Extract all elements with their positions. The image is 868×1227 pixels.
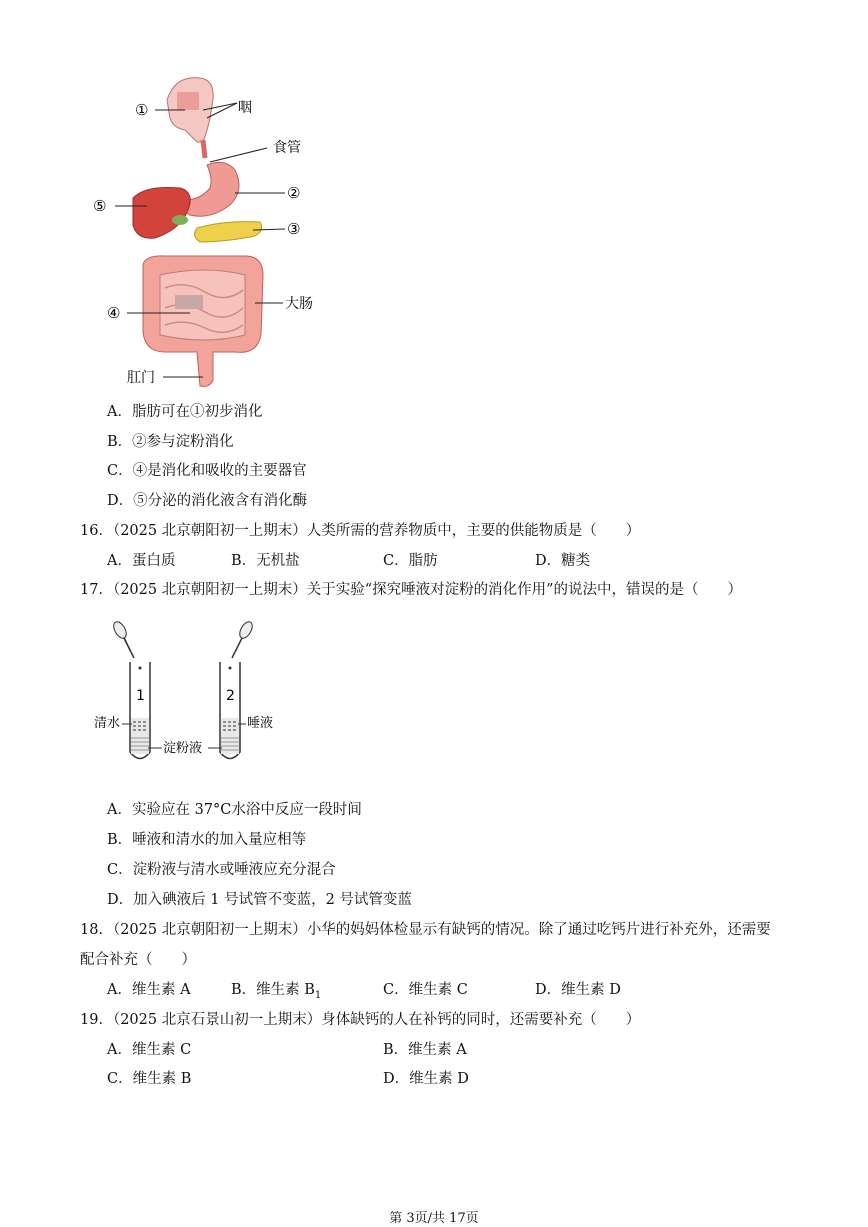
label-2: ②	[287, 184, 301, 202]
tube-1-number: 1	[136, 688, 145, 704]
label-5: ⑤	[93, 197, 107, 215]
q17-option-a: A．实验应在 37°C水浴中反应一段时间	[107, 802, 362, 818]
label-large-intestine: 大肠	[285, 296, 313, 312]
q17-option-b: B．唾液和清水的加入量应相等	[107, 832, 307, 848]
q19-option-c: C．维生素 B	[107, 1071, 192, 1087]
figure-redaction	[175, 295, 203, 309]
label-esophagus: 食管	[273, 140, 301, 156]
tube-2-number: 2	[226, 688, 235, 704]
stomach-shape	[183, 162, 239, 216]
q18-stem-line1: 18．（2025 北京朝阳初一上期末）小华的妈妈体检显示有缺钙的情况。除了通过吃钙片进行补充外，还需要	[80, 922, 771, 938]
tube-2-liquid	[221, 718, 239, 754]
label-3: ③	[287, 220, 301, 238]
q19-option-b: B．维生素 A	[383, 1042, 467, 1058]
pancreas-shape	[195, 222, 262, 242]
q16-stem: 16．（2025 北京朝阳初一上期末）人类所需的营养物质中，主要的供能物质是（ ）	[80, 523, 641, 539]
q17-option-d: D．加入碘液后 1 号试管不变蓝，2 号试管变蓝	[107, 892, 412, 908]
liver-shape	[133, 187, 190, 238]
label-1: ①	[135, 101, 149, 119]
test-tube-figure	[90, 620, 290, 770]
q19-option-d: D．维生素 D	[383, 1071, 469, 1087]
q18-option-b: B．维生素 $B_1$	[231, 982, 322, 1001]
tube-1-liquid	[131, 718, 149, 754]
q15-option-c: C．④是消化和吸收的主要器官	[107, 463, 307, 479]
q18-stem-line2: 配合补充（ ）	[80, 952, 196, 968]
q19-stem: 19．（2025 北京石景山初一上期末）身体缺钙的人在补钙的同时，还需要补充（ ）	[80, 1012, 641, 1028]
head-cavity	[177, 92, 199, 110]
q16-option-a: A．蛋白质	[107, 553, 176, 569]
label-pharynx: 咽	[238, 100, 252, 116]
q16-option-c: C．脂肪	[383, 553, 438, 569]
q15-option-a: A．脂肪可在①初步消化	[107, 404, 263, 420]
q16-option-d: D．糖类	[535, 553, 591, 569]
label-anus: 肛门	[127, 370, 155, 386]
esophagus-shape	[203, 140, 205, 158]
digestive-system-figure	[85, 70, 335, 390]
q18-option-d: D．维生素 D	[535, 982, 621, 998]
q15-option-b: B．②参与淀粉消化	[107, 434, 234, 450]
q18-option-b-subscript: 1	[314, 989, 322, 1001]
q18-option-a: A．维生素 A	[107, 982, 191, 998]
q19-option-a: A．维生素 C	[107, 1042, 192, 1058]
label-saliva: 唾液	[247, 716, 274, 731]
label-4: ④	[107, 304, 121, 322]
q18-option-c: C．维生素 C	[383, 982, 468, 998]
label-water: 清水	[94, 716, 121, 731]
q16-option-b: B．无机盐	[231, 553, 300, 569]
gallbladder-shape	[172, 215, 188, 225]
q17-option-c: C．淀粉液与清水或唾液应充分混合	[107, 862, 336, 878]
label-starch: 淀粉液	[163, 741, 203, 756]
q15-option-d: D．⑤分泌的消化液含有消化酶	[107, 493, 308, 509]
page-footer: 第 3页/共 17页	[389, 1211, 479, 1226]
q17-stem: 17．（2025 北京朝阳初一上期末）关于实验“探究唾液对淀粉的消化作用”的说法中，错误的是（ ）	[80, 582, 743, 598]
